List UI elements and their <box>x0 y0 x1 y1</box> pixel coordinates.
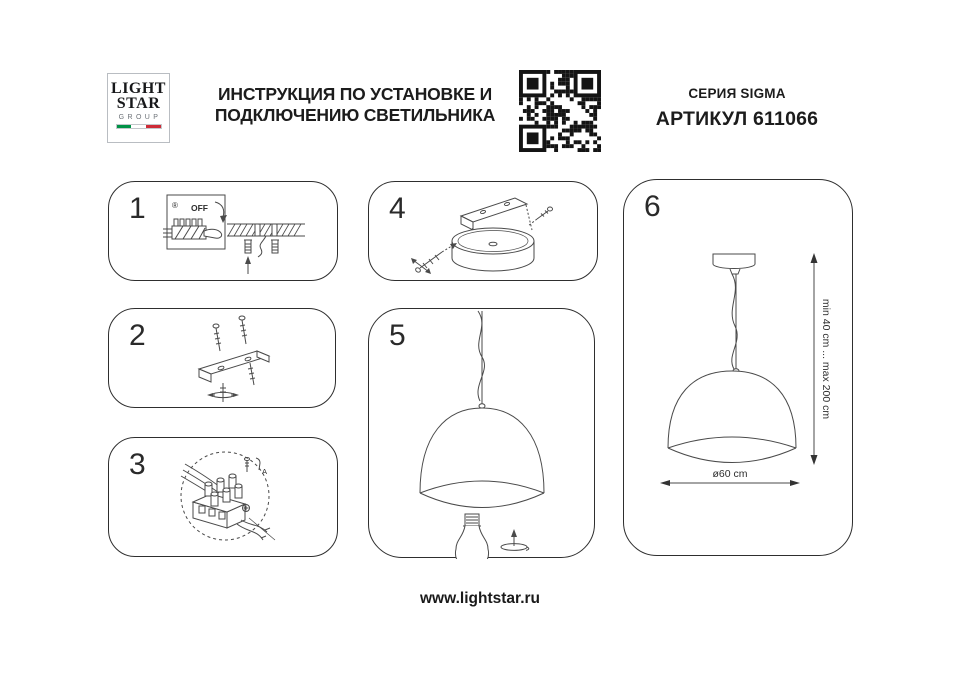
diameter-label: ø60 cm <box>712 468 748 480</box>
step-number-6: 6 <box>644 190 661 223</box>
logo-word-star: STAR <box>116 95 161 112</box>
step-panel-4 <box>368 181 598 281</box>
off-label: OFF <box>191 203 208 213</box>
step-panel-2 <box>108 308 336 408</box>
dimensions-diagram-icon <box>624 180 854 557</box>
product-info <box>627 86 847 131</box>
power-off-and-drill-holes-icon <box>109 182 339 282</box>
step-number-5: 5 <box>389 319 406 352</box>
page-title <box>182 84 528 126</box>
step-number-3: 3 <box>129 448 146 481</box>
step-panel-5 <box>368 308 595 558</box>
website-link: www.lightstar.ru <box>420 590 540 607</box>
step-panel-6 <box>623 179 853 556</box>
registered-mark: ® <box>172 201 178 210</box>
series-label: СЕРИЯ SIGMA <box>688 86 786 101</box>
terminal-block-wiring-icon <box>109 438 339 558</box>
height-range-label: min 40 cm ... max 200 cm <box>820 298 832 420</box>
page-title-line1: ИНСТРУКЦИЯ ПО УСТАНОВКЕ И <box>218 84 492 104</box>
step-number-2: 2 <box>129 319 146 352</box>
step-number-4: 4 <box>389 192 406 225</box>
step-panel-3 <box>108 437 338 557</box>
canopy-attachment-icon <box>369 182 599 282</box>
logo-word-light: LIGHT <box>111 80 166 97</box>
lightstar-group-logo <box>107 73 170 143</box>
mounting-bracket-icon <box>109 309 337 409</box>
italian-flag-icon <box>116 124 162 129</box>
article-number-label: АРТИКУЛ 611066 <box>655 108 819 130</box>
step-panel-1 <box>108 181 338 281</box>
qr-code-icon <box>519 70 601 152</box>
logo-word-group: GROUP <box>118 114 162 121</box>
terminal-a-label: A <box>262 467 268 476</box>
page-title-line2: ПОДКЛЮЧЕНИЮ СВЕТИЛЬНИКА <box>214 105 496 125</box>
pendant-assembly-icon <box>369 309 596 559</box>
step-number-1: 1 <box>129 192 146 225</box>
